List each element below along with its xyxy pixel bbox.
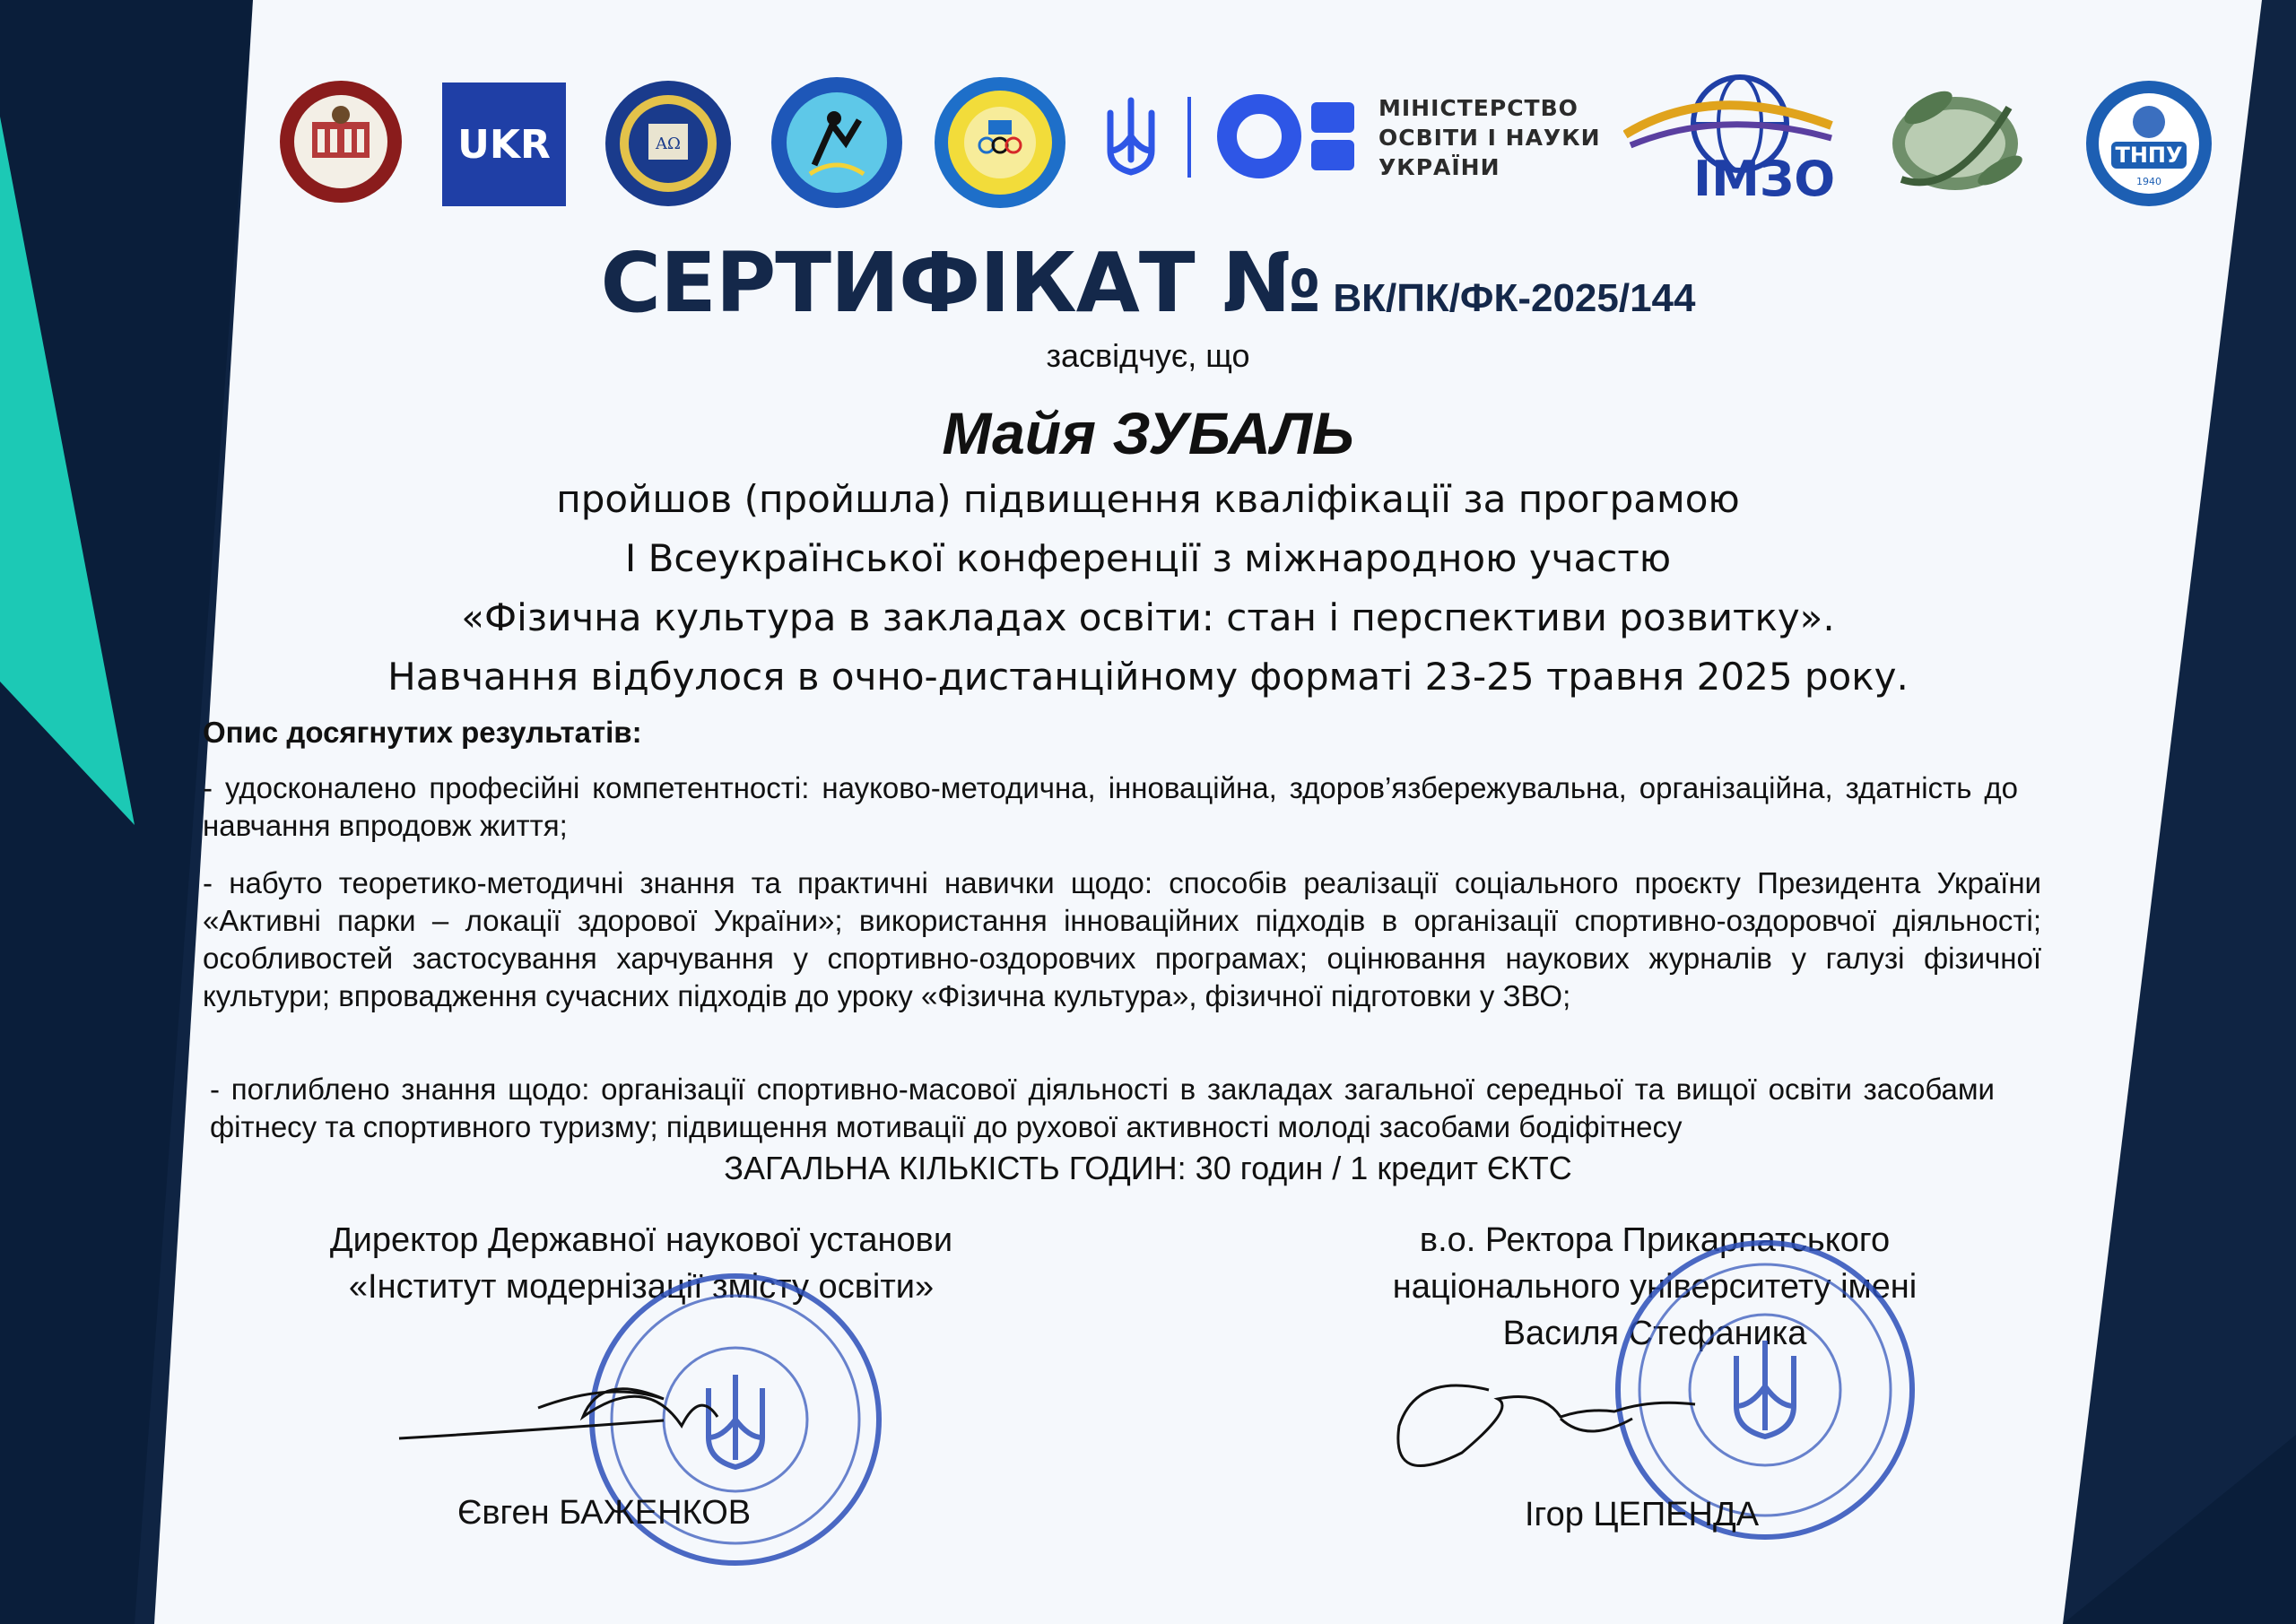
imzo-label: ІМЗО	[1693, 151, 1836, 207]
result-item: - набуто теоретико-методичні знання та практичні навички щодо: способів реалізації соціального проєкту Президента України «Активні парки – локації здорової України»; використання інноваційних підходів в організації спортивно-оздоровчої діяльності; особливостей застосування харчування у спортивно-оздоровчих програмах; оцінювання наукових журналів у галузі фізичної культури; впровадження сучасних підходів до уроку «Фізична культура», фізичної підготовки у ЗВО;	[203, 866, 2041, 1012]
tnpu-year: 1940	[2136, 176, 2161, 187]
left-signature-drawing	[395, 1345, 825, 1471]
tnpu-label: ТНПУ	[2115, 143, 2183, 168]
ukr-logo-text: UKR	[457, 121, 551, 168]
ministry-name	[1378, 93, 1601, 182]
program-line-4: Навчання відбулося в очно-дистанційному форматі 23-25 травня 2025 року.	[387, 655, 1909, 699]
ministry-line-3: УКРАЇНИ	[1378, 154, 1500, 180]
right-title-line-3: Василя Стефаника	[1502, 1315, 1807, 1352]
svg-text:ΑΩ: ΑΩ	[656, 135, 681, 153]
ministry-logo-icon	[1216, 93, 1360, 179]
faculty-emblem-icon	[933, 75, 1067, 210]
right-signatory-name: Ігор ЦЕПЕНДА	[1525, 1496, 1760, 1533]
result-item: - удосконалено професійні компетентності: науково-методична, інноваційна, здоров’язбережувальна, організаційна, здатність до навчання впродовж життя;	[203, 771, 2018, 842]
tnpu-emblem-icon	[2084, 79, 2213, 208]
certifies-text: засвідчує, що	[1046, 337, 1250, 374]
trident-icon	[1103, 97, 1159, 179]
program-line-3: «Фізична культура в закладах освіти: стан і перспективи розвитку».	[461, 595, 1835, 639]
certificate-heading	[0, 235, 2296, 331]
ministry-line-2: ОСВІТИ І НАУКИ	[1378, 125, 1601, 151]
program-line-2: І Всеукраїнської конференції з міжнародною участю	[624, 536, 1672, 580]
result-item: - поглиблено знання щодо: організації спортивно-масової діяльності в закладах загальної середньої та вищої освіти засобами фітнесу та спортивного туризму; підвищення мотивації до рухової активності молоді засобами бодіфітнесу	[210, 1073, 1995, 1143]
certificate-number: ВК/ПК/ФК-2025/144	[1333, 276, 1696, 320]
ukr-logo	[442, 83, 566, 206]
certificate-title: СЕРТИФІКАТ №	[600, 235, 1321, 331]
left-signatory-name: Євген БАЖЕНКОВ	[457, 1494, 752, 1532]
recipient-name: Майя ЗУБАЛЬ	[942, 400, 1354, 466]
laurel-wreath-icon	[1874, 72, 2036, 215]
total-hours: ЗАГАЛЬНА КІЛЬКІСТЬ ГОДИН: 30 годин / 1 кредит ЄКТС	[724, 1150, 1572, 1186]
stefanyk-university-emblem-icon	[604, 79, 733, 208]
university-crest-icon	[278, 79, 404, 204]
ministry-line-1: МІНІСТЕРСТВО	[1378, 95, 1578, 121]
department-emblem-icon	[770, 75, 904, 210]
program-line-1: пройшов (пройшла) підвищення кваліфікації за програмою	[556, 477, 1740, 521]
right-title-line-2: національного університету імені	[1392, 1268, 1918, 1306]
left-title-line-2: «Інститут модернізації змісту освіти»	[348, 1268, 935, 1306]
right-signature-drawing	[1381, 1354, 1758, 1498]
left-title-line-1: Директор Державної наукової установи	[329, 1221, 953, 1259]
results-title: Опис досягнутих результатів:	[203, 716, 642, 749]
right-title-line-1: в.о. Ректора Прикарпатського	[1419, 1221, 1891, 1259]
ministry-divider	[1187, 97, 1191, 178]
